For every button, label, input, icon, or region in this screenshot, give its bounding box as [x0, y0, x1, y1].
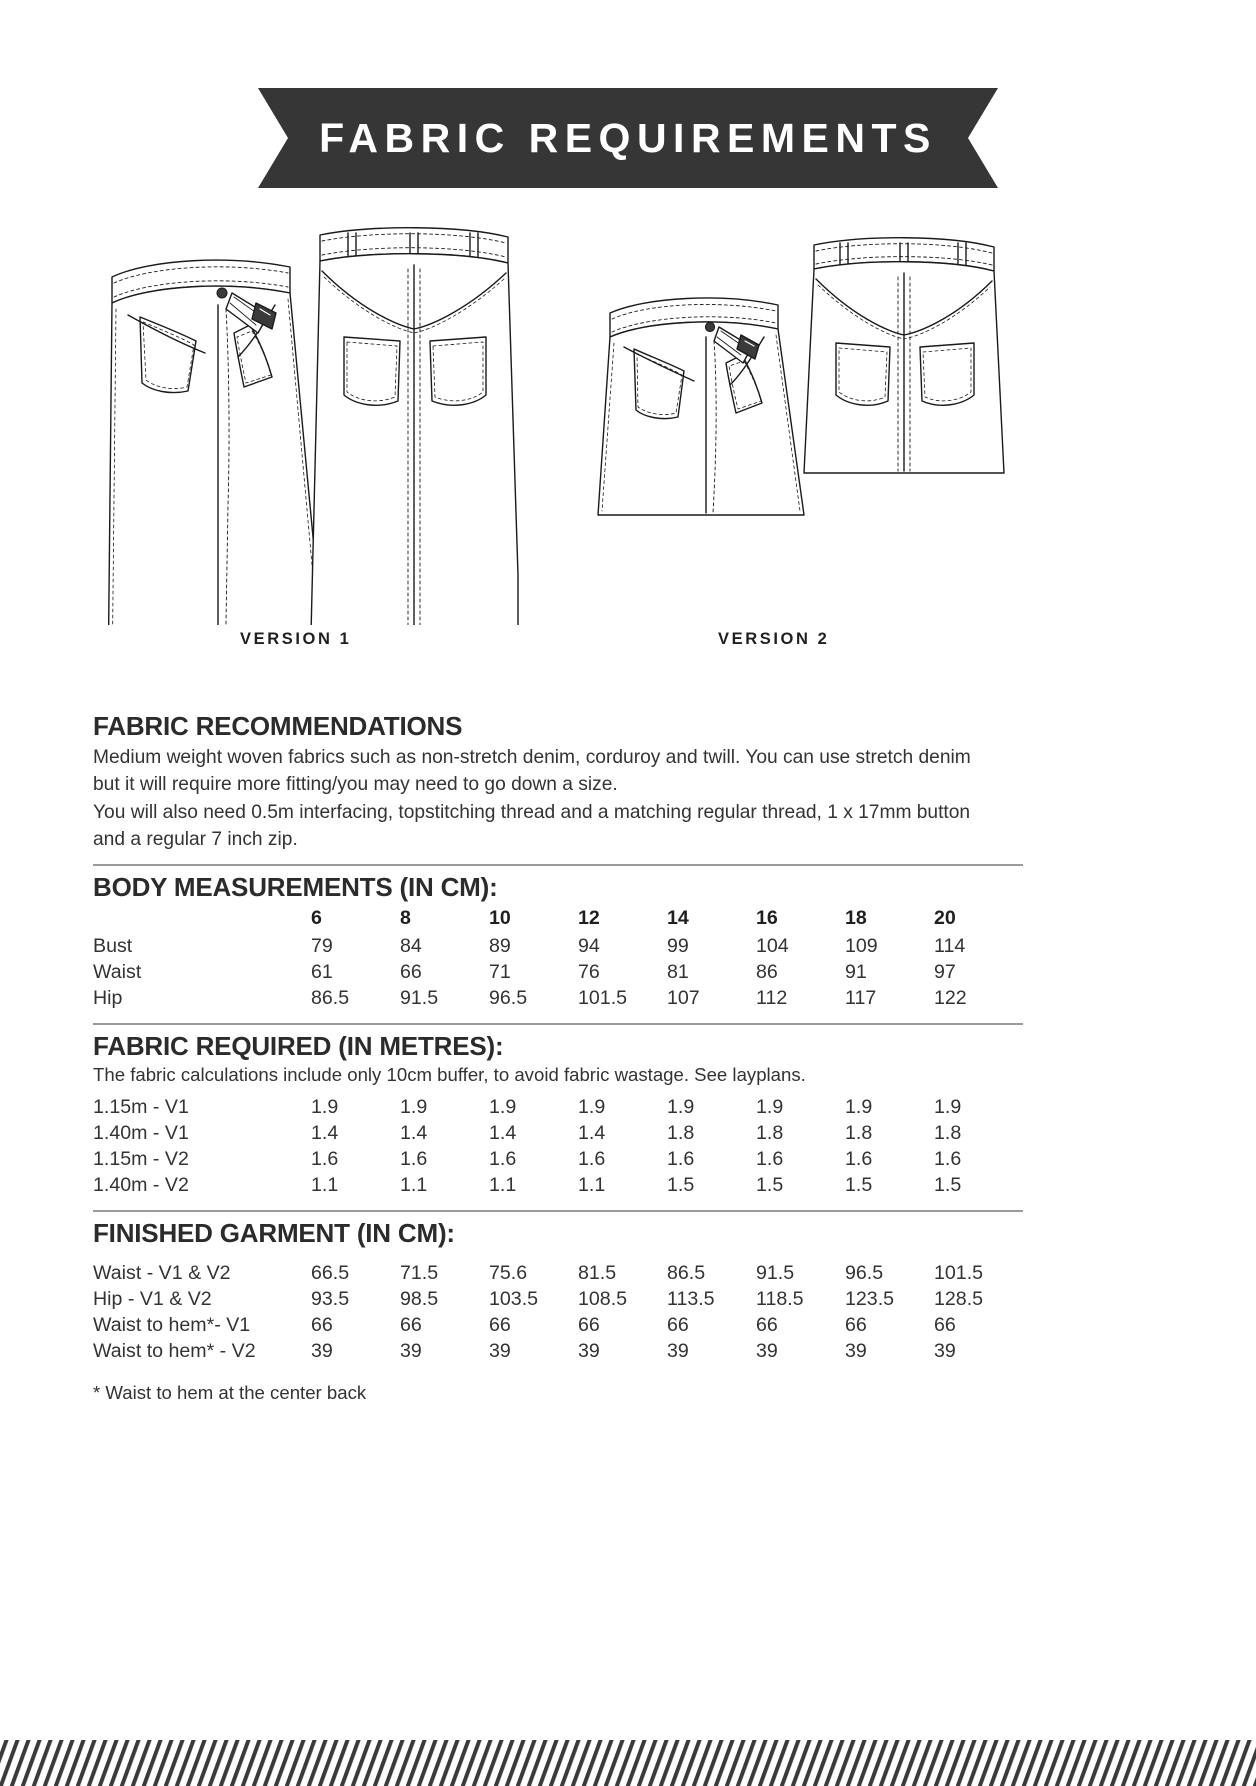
cell: 66.5: [311, 1262, 350, 1285]
cell: 1.4: [311, 1122, 339, 1145]
cell: 113.5: [667, 1288, 715, 1311]
cell: 1.9: [400, 1096, 428, 1119]
cell: 1.5: [845, 1174, 873, 1197]
size-header: 12: [578, 906, 600, 929]
divider-1: [93, 864, 1023, 866]
cell: 108.5: [578, 1288, 628, 1311]
banner-container: [0, 88, 1256, 188]
cell: 39: [845, 1340, 867, 1363]
cell: 1.6: [845, 1148, 873, 1171]
cell: 117: [845, 987, 877, 1010]
diagonal-stripes-icon: [0, 1722, 1256, 1786]
cell: 1.6: [934, 1148, 962, 1171]
cell: 109: [845, 935, 878, 958]
row-label: Hip: [93, 987, 123, 1010]
cell: 39: [756, 1340, 778, 1363]
cell: 99: [667, 935, 689, 958]
row-label: Waist: [93, 961, 142, 984]
cell: 66: [578, 1314, 600, 1337]
cell: 118.5: [756, 1288, 804, 1311]
cell: 98.5: [400, 1288, 439, 1311]
cell: 75.6: [489, 1262, 528, 1285]
version-labels: [0, 630, 1256, 670]
banner-ribbon: [258, 88, 998, 188]
fabric-required-heading: FABRIC REQUIRED (IN METRES):: [93, 1030, 504, 1061]
row-label: Waist to hem*- V1: [93, 1314, 251, 1337]
body-measurements-table: [93, 905, 1023, 1012]
cell: 86.5: [667, 1262, 706, 1285]
table-row: [93, 1147, 1023, 1173]
table-row: [93, 934, 1023, 960]
size-header: 10: [489, 906, 511, 929]
cell: 94: [578, 935, 600, 958]
cell: 1.8: [756, 1122, 784, 1145]
cell: 66: [400, 961, 422, 984]
cell: 66: [311, 1314, 333, 1337]
cell: 39: [578, 1340, 600, 1363]
v1-back-illustration: [310, 228, 518, 625]
cell: 66: [667, 1314, 689, 1337]
table-row: [93, 986, 1023, 1012]
cell: 86.5: [311, 987, 350, 1010]
cell: 101.5: [934, 1262, 984, 1285]
cell: 101.5: [578, 987, 628, 1010]
version-2-label: VERSION 2: [718, 630, 830, 648]
table-row: [93, 1095, 1023, 1121]
cell: 1.9: [578, 1096, 606, 1119]
table-row: [93, 1261, 1023, 1287]
cell: 91: [845, 961, 867, 984]
cell: 103.5: [489, 1288, 539, 1311]
cell: 39: [667, 1340, 689, 1363]
v2-back-illustration: [804, 238, 1004, 473]
cell: 122: [934, 987, 967, 1010]
cell: 89: [489, 935, 511, 958]
cell: 1.1: [578, 1174, 606, 1197]
cell: 104: [756, 935, 789, 958]
cell: 1.5: [934, 1174, 962, 1197]
cell: 71.5: [400, 1262, 439, 1285]
cell: 39: [489, 1340, 511, 1363]
finished-garment-table: [93, 1261, 1023, 1365]
fabric-recommendations-section: [93, 712, 1023, 853]
fabric-recommendations-line-3: You will also need 0.5m interfacing, topstitching thread and a matching regular thread, 1 x 17mm button: [93, 801, 971, 823]
cell: 1.6: [578, 1148, 606, 1171]
size-header: 8: [400, 906, 411, 929]
cell: 91.5: [400, 987, 439, 1010]
size-header: 18: [845, 906, 867, 929]
fabric-recommendations-line-4: and a regular 7 inch zip.: [93, 828, 298, 850]
cell: 1.5: [667, 1174, 695, 1197]
cell: 39: [934, 1340, 956, 1363]
cell: 86: [756, 961, 778, 984]
cell: 1.8: [667, 1122, 695, 1145]
cell: 66: [934, 1314, 956, 1337]
cell: 1.8: [934, 1122, 962, 1145]
cell: 39: [311, 1340, 333, 1363]
cell: 81.5: [578, 1262, 617, 1285]
cell: 96.5: [489, 987, 528, 1010]
cell: 1.6: [400, 1148, 428, 1171]
cell: 96.5: [845, 1262, 884, 1285]
table-row: [93, 1121, 1023, 1147]
cell: 91.5: [756, 1262, 795, 1285]
bottom-hatch-decoration: [0, 1722, 1256, 1786]
finished-garment-section: [93, 1219, 1023, 1404]
divider-3: [93, 1210, 1023, 1212]
v1-front-illustration: [108, 260, 318, 625]
cell: 79: [311, 935, 333, 958]
cell: 1.5: [756, 1174, 784, 1197]
version-1-label: VERSION 1: [240, 630, 352, 648]
row-label: Waist to hem* - V2: [93, 1340, 256, 1363]
size-header: 16: [756, 906, 778, 929]
cell: 66: [845, 1314, 867, 1337]
cell: 1.4: [489, 1122, 517, 1145]
cell: 76: [578, 961, 600, 984]
cell: 114: [934, 935, 966, 958]
body-measurements-section: [93, 873, 1023, 1012]
divider-2: [93, 1023, 1023, 1025]
cell: 97: [934, 961, 956, 984]
cell: 1.9: [845, 1096, 873, 1119]
row-label-header: [93, 905, 311, 934]
cell: 1.6: [311, 1148, 339, 1171]
finished-garment-heading: FINISHED GARMENT (IN CM):: [93, 1217, 455, 1248]
cell: 1.1: [489, 1174, 517, 1197]
cell: 107: [667, 987, 700, 1010]
row-label: Waist - V1 & V2: [93, 1262, 231, 1285]
size-header: 14: [667, 906, 689, 929]
cell: 1.9: [667, 1096, 695, 1119]
body-measurements-heading: BODY MEASUREMENTS (IN CM):: [93, 872, 498, 903]
cell: 1.1: [400, 1174, 428, 1197]
cell: 1.9: [756, 1096, 784, 1119]
cell: 1.6: [756, 1148, 784, 1171]
cell: 1.6: [667, 1148, 695, 1171]
finished-garment-footnote: * Waist to hem at the center back: [93, 1381, 367, 1403]
row-label: 1.40m - V1: [93, 1122, 189, 1145]
fabric-required-section: [93, 1032, 1023, 1199]
skirt-line-drawings: [0, 205, 1256, 625]
cell: 1.1: [311, 1174, 339, 1197]
cell: 128.5: [934, 1288, 984, 1311]
row-label: 1.40m - V2: [93, 1174, 189, 1197]
table-row: [93, 1313, 1023, 1339]
cell: 93.5: [311, 1288, 350, 1311]
cell: 1.4: [400, 1122, 428, 1145]
fabric-required-table: [93, 1095, 1023, 1199]
row-label: 1.15m - V2: [93, 1148, 189, 1171]
table-row: [93, 1173, 1023, 1199]
table-row: [93, 1287, 1023, 1313]
cell: 1.6: [489, 1148, 517, 1171]
cell: 112: [756, 987, 788, 1010]
cell: 1.4: [578, 1122, 606, 1145]
cell: 123.5: [845, 1288, 895, 1311]
cell: 81: [667, 961, 689, 984]
cell: 1.9: [934, 1096, 962, 1119]
cell: 71: [489, 961, 511, 984]
cell: 61: [311, 961, 333, 984]
table-header-row: [93, 905, 1023, 934]
cell: 1.8: [845, 1122, 873, 1145]
cell: 1.9: [311, 1096, 339, 1119]
page-title: FABRIC REQUIREMENTS: [319, 114, 937, 161]
table-row: [93, 960, 1023, 986]
cell: 39: [400, 1340, 422, 1363]
fabric-required-note: The fabric calculations include only 10cm buffer, to avoid fabric wastage. See layplans.: [93, 1063, 806, 1085]
table-row: [93, 1339, 1023, 1365]
size-header: 6: [311, 906, 322, 929]
row-label: 1.15m - V1: [93, 1096, 189, 1119]
fabric-recommendations-heading: FABRIC RECOMMENDATIONS: [93, 711, 463, 741]
cell: 66: [400, 1314, 422, 1337]
fabric-recommendations-line-2: but it will require more fitting/you may need to go down a size.: [93, 774, 618, 796]
row-label: Bust: [93, 935, 133, 958]
technical-drawings: [0, 205, 1256, 625]
content-column: [93, 712, 1023, 1406]
cell: 1.9: [489, 1096, 517, 1119]
v2-front-illustration: [598, 298, 804, 515]
cell: 84: [400, 935, 422, 958]
cell: 66: [756, 1314, 778, 1337]
fabric-recommendations-line-1: Medium weight woven fabrics such as non-stretch denim, corduroy and twill. You can use stretch denim: [93, 747, 971, 769]
row-label: Hip - V1 & V2: [93, 1288, 212, 1311]
size-header: 20: [934, 906, 956, 929]
cell: 66: [489, 1314, 511, 1337]
